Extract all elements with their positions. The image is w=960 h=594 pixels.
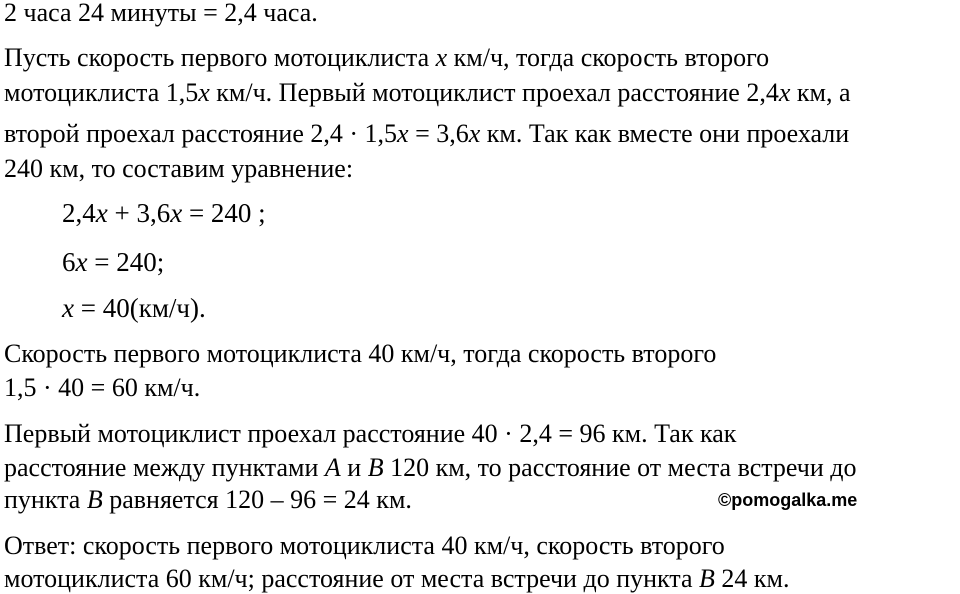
equation-3: x = 40(км/ч). xyxy=(62,293,206,323)
paragraph2-line1: Скорость первого мотоциклиста 40 км/ч, тогда скорость второго xyxy=(4,339,717,368)
paragraph2-line2: 1,5 · 40 = 60 км/ч. xyxy=(4,373,201,402)
paragraph1-line4: 240 км, то составим уравнение: xyxy=(4,154,354,183)
answer-line1: Ответ: скорость первого мотоциклиста 40 км/ч, скорость второго xyxy=(4,531,725,560)
paragraph1-line3: второй проехал расстояние 2,4 · 1,5x = 3,6x км. Так как вместе они проехали xyxy=(4,119,850,148)
paragraph1-line1: Пусть скорость первого мотоциклиста x км/ч, тогда скорость второго xyxy=(4,43,770,72)
equation-2: 6x = 240; xyxy=(62,247,165,277)
watermark: ©pomogalka.me xyxy=(718,490,858,510)
paragraph3-line3: пункта B равняется 120 – 96 = 24 км. xyxy=(4,485,412,514)
paragraph3-line1: Первый мотоциклист проехал расстояние 40 · 2,4 = 96 км. Так как xyxy=(4,419,737,448)
paragraph3-line2: расстояние между пунктами A и B 120 км, то расстояние от места встречи до xyxy=(4,453,857,482)
paragraph1-line2: мотоциклиста 1,5x км/ч. Первый мотоциклист проехал расстояние 2,4x км, а xyxy=(4,78,851,107)
equation-1: 2,4x + 3,6x = 240 ; xyxy=(62,198,266,228)
answer-line2: мотоциклиста 60 км/ч; расстояние от места встречи до пункта B 24 км. xyxy=(4,564,790,593)
time-conversion-line: 2 часа 24 минуты = 2,4 часа. xyxy=(4,0,318,27)
